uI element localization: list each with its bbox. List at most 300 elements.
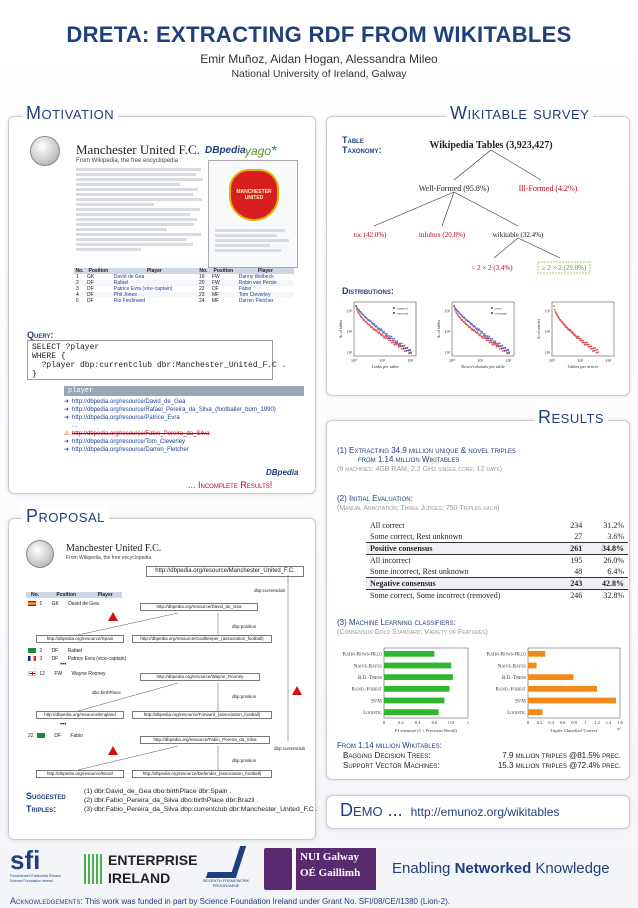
result-row[interactable] (64, 430, 304, 438)
warning-icon-2 (292, 686, 302, 695)
eval-count: 234 (570, 521, 583, 530)
eval-row (366, 555, 628, 567)
result-row[interactable] (64, 414, 304, 422)
y-tick-label: 10⁴ (544, 329, 550, 335)
bar-x-tick: 0.4 (548, 720, 554, 725)
plot-frame (552, 302, 614, 356)
eval-percent: 6.4% (607, 567, 624, 576)
arrow-right-icon: ➜ (64, 439, 70, 445)
dist-point (484, 333, 486, 335)
squad-cell: 22 (198, 286, 205, 292)
dist-point (487, 335, 489, 337)
from-line: From 1.14 million Wikitables: (337, 741, 442, 750)
dist-point (486, 337, 488, 339)
eval-row (366, 566, 628, 578)
dist-point (490, 338, 492, 340)
dist-point (456, 312, 458, 314)
dist-point (396, 340, 398, 342)
dist-point (499, 343, 501, 345)
squad-cell[interactable]: Phil Jones (113, 292, 137, 298)
bar-x-tick: 1.4 (605, 720, 612, 725)
bar-category-label: Rand.-Forest (351, 687, 382, 693)
legend-label: columns (495, 311, 507, 316)
eval-percent: 3.6% (607, 532, 624, 541)
survey-title: Wikitable survey (446, 103, 593, 124)
tagline-post: Knowledge (531, 860, 610, 877)
prow-3-player: Patrice Evra (vice-captain) (67, 656, 127, 662)
bar (384, 674, 453, 680)
fp7-line-1: SEVENTH FRAMEWORK (202, 878, 250, 883)
eval-percent: 31.2% (603, 521, 624, 530)
dist-point (476, 328, 478, 330)
dist-point (503, 347, 505, 349)
dbpedia-text: DBpedia (205, 145, 246, 156)
rel-position-1: dbp:position (232, 624, 257, 629)
dist-point (490, 340, 492, 342)
squad-cell[interactable]: Tom Cleverley (238, 292, 271, 298)
bar-category-label: B.D.-Trees (502, 675, 526, 681)
dist-point (572, 331, 574, 333)
bar-plot-frame (528, 648, 620, 718)
sfi-text: sfi (10, 845, 41, 875)
squad-cell: 24 (198, 298, 205, 304)
legend-label: rows (495, 306, 502, 311)
query-line-4: } (32, 370, 37, 379)
result-uri[interactable]: http://dbpedia.org/resource/Tom_Cleverley (72, 439, 186, 445)
bar-category-label: Naive-Bayes (353, 664, 382, 670)
dist-point (453, 305, 455, 307)
eval-count: 48 (574, 567, 583, 576)
th-no-2: No. (199, 268, 208, 274)
bar-x-tick: 0 (382, 720, 386, 725)
bar-category-label: SVM (371, 699, 382, 705)
eval-label: All incorrect (370, 556, 411, 565)
taxonomy-tree (326, 134, 630, 274)
tax-well-formed: Well-Formed (95.8%) (418, 184, 490, 193)
flag-brazil-icon-2 (37, 733, 45, 738)
dist-point (476, 331, 478, 333)
result-uri[interactable]: ... (72, 423, 78, 429)
dist-point (379, 333, 381, 335)
x-tick-label: 10⁰ (350, 358, 358, 363)
result-1 (337, 446, 627, 473)
bar-category-label: Naive-Bayes (497, 664, 526, 670)
tax-infobox: infobox (20.8%) (418, 231, 466, 239)
x-tick-label: 10² (605, 358, 612, 363)
nuig-logo (296, 848, 376, 890)
taxonomy-label: Table Taxonomy: (342, 135, 382, 155)
evaluation-table (366, 520, 628, 601)
dist-point (386, 333, 388, 335)
dist-point (378, 331, 380, 333)
proposal-title: Proposal (22, 506, 109, 527)
th-player-2: Player (257, 268, 273, 274)
dist-point (384, 333, 386, 335)
dist-point (388, 337, 390, 339)
ei-mark-icon (84, 854, 104, 884)
prow-4-no: 12 (39, 671, 45, 677)
squad-cell[interactable]: Rafael (113, 280, 129, 286)
dist-plot-2 (436, 302, 514, 369)
pth-player: Player (97, 592, 113, 598)
ack-text: This work was funded in part by Science Foundation Ireland under Grant No. SFI/08/CE/I1380 (Lion-2). (84, 897, 451, 906)
squad-cell[interactable]: Patrice Evra (vice-captain) (113, 286, 173, 292)
prow-2-no: 2 (39, 648, 43, 654)
proposal-table (26, 592, 122, 598)
r3-sub: (Consensus Gold Standard; Variety of Features) (337, 629, 488, 636)
dist-point (504, 347, 506, 349)
squad-cell: DF (211, 286, 219, 292)
squad-cell[interactable]: David de Gea (113, 274, 145, 280)
triples-chart (476, 644, 628, 742)
eval-label: Some incorrect, Rest unknown (370, 567, 469, 576)
dist-plot-1 (338, 302, 416, 369)
bar (528, 663, 537, 669)
dist-point (498, 345, 500, 347)
nuig-crest-icon (264, 848, 292, 890)
squad-cell[interactable]: Danny Welbeck (238, 274, 274, 280)
dist-point (372, 327, 374, 329)
x-axis-label: Rows/columns per table (461, 364, 505, 369)
y-tick-label: 10² (544, 350, 550, 355)
eval-label: Positive consensus (370, 544, 433, 553)
y-axis-label: № of articles (536, 318, 541, 340)
dist-point (479, 334, 481, 336)
taxonomy-edges (374, 150, 560, 258)
dist-point (404, 345, 406, 347)
bar (528, 651, 545, 657)
dist-point (391, 342, 393, 344)
f1-chart (334, 644, 476, 742)
dist-point (491, 344, 493, 346)
dist-point (477, 333, 479, 335)
bar-x-tick: 1.2 (594, 720, 600, 725)
eval-count: 246 (570, 591, 583, 600)
arrow-right-icon: ➜ (64, 399, 70, 405)
wiki-article-text (76, 166, 206, 266)
bar-x-tick: 1 (584, 720, 587, 725)
sfi-logo (10, 846, 72, 892)
dist-point (391, 336, 393, 338)
dist-point (359, 314, 361, 316)
footer-logos (0, 846, 638, 896)
dist-point (457, 314, 459, 316)
eval-count: 261 (570, 544, 583, 553)
squad-cell: DF (86, 286, 94, 292)
sfi-subtext: Fondúireacht Eolaíochta Éireann Science Foundation Ireland (10, 874, 61, 883)
r2-title: (2) Initial Evaluation: (337, 494, 413, 503)
result-uri[interactable]: http://dbpedia.org/resource/Darren_Fletcher (72, 447, 189, 453)
x-axis-label: Tables per article (567, 364, 599, 369)
fp7-mark-icon (206, 846, 246, 878)
rel-currentclub: dbp:currentclub (254, 588, 286, 593)
dist-point (373, 323, 375, 325)
tax-toc: toc (42.0%) (353, 231, 387, 239)
wiki-infobox (208, 160, 298, 268)
eval-row (366, 531, 628, 543)
arrow-right-icon: ➜ (64, 407, 70, 413)
dist-point (381, 330, 383, 332)
dbpedia-small-logo (266, 468, 298, 477)
x-tick-label: 10¹ (577, 358, 584, 363)
dist-point (496, 345, 498, 347)
prow-4-pos: FW (54, 671, 63, 677)
dist-point (376, 329, 378, 331)
dist-point (395, 344, 397, 346)
prow-3-no: 3 (39, 656, 43, 662)
squad-cell[interactable]: Darren Fletcher (238, 298, 274, 304)
result-row[interactable] (64, 422, 304, 430)
result-row[interactable] (64, 398, 304, 406)
poster-title: DRETA: EXTRACTING RDF FROM WIKITABLES (66, 22, 572, 47)
legend-label: internal (397, 306, 408, 311)
y-tick-label: 10² (346, 350, 352, 355)
nuig-line-1: NUI Galway (300, 851, 359, 863)
dist-point (472, 328, 474, 330)
prow-3 (28, 656, 126, 662)
uri-rooney: http://dbpedia.org/resource/Wayne_Rooney (140, 673, 260, 681)
dbpedia-small-text: DBpedia (266, 468, 299, 477)
triple-1: (1) dbr:David_de_Gea dbo:birthPlace dbr:Spain . (84, 788, 232, 795)
bar (384, 698, 445, 704)
bdt-value: 7.9 million triples @81.5% prec. (502, 751, 621, 760)
prow-dots-1: ••• (60, 662, 67, 668)
eval-count: 27 (574, 532, 583, 541)
crest-text: MANCHESTER UNITED (236, 189, 272, 201)
bar-x-tick: 0.6 (431, 720, 438, 725)
result-row[interactable] (64, 406, 304, 414)
bar (384, 709, 439, 715)
squad-cell: MF (211, 298, 220, 304)
result-uri[interactable]: http://dbpedia.org/resource/David_de_Gea (72, 399, 186, 405)
dist-point (388, 340, 390, 342)
header (0, 22, 638, 80)
dist-point (504, 350, 506, 352)
result-2 (337, 494, 627, 512)
tax-root: Wikipedia Tables (3,923,427) (429, 140, 553, 151)
bar-x-axis-label: Triples Classified 'Correct' (550, 728, 598, 733)
dist-point (474, 325, 476, 327)
bar-category-label: Ratio-Rows-Held (342, 652, 382, 658)
acknowledgements (10, 896, 630, 906)
dist-point (387, 335, 389, 337)
bar-category-label: B.D.-Trees (358, 675, 382, 681)
motivation-title: Motivation (22, 103, 118, 124)
tax-ill-formed: Ill-Formed (4.2%) (518, 184, 578, 193)
eval-percent: 32.8% (603, 591, 624, 600)
tax-large: ≥ 2 × 2 (29.0%) (541, 264, 587, 272)
eval-count: 243 (570, 579, 583, 588)
squad-cell[interactable]: Robin van Persie (238, 280, 277, 286)
bar-x-tick: 1.6 (617, 720, 623, 725)
eval-label: Some correct, Some incorrect (removed) (370, 591, 501, 600)
dist-point (390, 340, 392, 342)
bar-category-label: Logistic (507, 710, 526, 716)
dist-point (405, 347, 407, 349)
warning-icon-3 (108, 746, 118, 755)
rel-birthplace: dbo:birthPlace (92, 690, 121, 695)
y-tick-label: 10⁴ (346, 329, 352, 335)
distribution-plots (330, 298, 630, 384)
dist-point (377, 327, 379, 329)
dist-point (392, 338, 394, 340)
dist-point (500, 345, 502, 347)
y-tick-label: 10² (444, 350, 450, 355)
prow-1-pos: GK (51, 601, 59, 607)
triple-2: (2) dbr:Fabio_Pereira_da_Silva dbo:birthPlace dbr:Brazil . (84, 797, 259, 804)
uri-fabio: http://dbpedia.org/resource/Fabio_Pereira_da_Silva (140, 736, 270, 744)
dist-point (508, 352, 510, 354)
bar-x-exponent: ·10⁷ (615, 727, 621, 731)
th-no: No. (75, 268, 84, 274)
dist-point (399, 343, 401, 345)
x-tick-label: 10² (407, 358, 414, 363)
results-header: player (64, 386, 304, 396)
dist-point (497, 343, 499, 345)
dist-point (489, 336, 491, 338)
yago-text: yago (245, 144, 272, 158)
bdt-row (337, 751, 627, 761)
dist-point (596, 349, 598, 351)
dist-point (382, 335, 384, 337)
prow-5 (28, 733, 83, 739)
dist-point (407, 350, 409, 352)
legend-marker (491, 307, 493, 309)
dist-point (597, 351, 599, 353)
dist-point (392, 342, 394, 344)
squad-cell: FW (211, 274, 220, 280)
dist-point (502, 345, 504, 347)
dist-point (491, 338, 493, 340)
bar-x-tick: 1 (466, 720, 470, 725)
eval-row (366, 578, 628, 590)
result-uri[interactable]: http://dbpedia.org/resource/Patrice_Evra (72, 415, 180, 421)
result-row[interactable] (64, 438, 304, 446)
dist-point (404, 350, 406, 352)
wikipedia-logo-icon (30, 136, 60, 166)
results-title: Results (534, 407, 608, 428)
bar-x-axis-label: F1-measure (1 + Precision·Recall) (394, 728, 458, 733)
prow-4-player: Wayne Rooney (71, 671, 106, 677)
dist-point (374, 324, 376, 326)
fp7-logo (196, 846, 256, 894)
ml-summary (337, 741, 627, 771)
squad-cell[interactable]: Fábio (238, 286, 252, 292)
prow-5-pos: DF (54, 733, 62, 739)
dist-point (470, 327, 472, 329)
dist-point (489, 342, 491, 344)
prow-5-player: Fabio (70, 733, 83, 739)
y-tick-label: 10⁴ (444, 329, 450, 335)
bar-x-tick: 0.4 (414, 720, 421, 725)
arrow-right-icon: ➜ (64, 447, 70, 453)
dist-point (394, 340, 396, 342)
dist-point (378, 328, 380, 330)
demo-url[interactable]: http://emunoz.org/wikitables (410, 805, 560, 819)
wiki-article-title: Manchester United F.C. (76, 142, 200, 157)
bar-category-label: Rand.-Forest (495, 687, 526, 693)
dist-point (398, 345, 400, 347)
dbpedia-logo (205, 145, 246, 156)
result-uri[interactable]: http://dbpedia.org/resource/Rafael_Pereira_da_Silva_(footballer_born_1990) (72, 407, 276, 413)
uri-df: http://dbpedia.org/resource/Defender_(association_football) (132, 770, 272, 778)
wiki-article-subtitle: From Wikipedia, the free encyclopedia (76, 158, 179, 164)
prow-dots-2: ••• (60, 722, 67, 728)
dist-point (488, 337, 490, 339)
x-tick-label: 10¹ (379, 358, 386, 363)
sparql-query (27, 340, 287, 380)
eval-row (366, 590, 628, 602)
prow-2-player: Rafael (67, 648, 83, 654)
query-results (64, 386, 304, 476)
dist-point (494, 340, 496, 342)
eval-percent: 34.8% (602, 544, 624, 553)
manchester-united-crest (229, 169, 279, 221)
tax-wikitable: wikitable (32.4%) (492, 231, 544, 239)
dist-point (472, 324, 474, 326)
query-line-2: WHERE { (32, 352, 66, 361)
dist-point (493, 344, 495, 346)
th-position-2: Position (213, 268, 234, 274)
x-tick-label: 10¹ (477, 358, 484, 363)
prow-3-pos: DF (51, 656, 59, 662)
squad-cell[interactable]: Rio Ferdinand (113, 298, 146, 304)
bdt-label: Bagging Decision Trees: (343, 751, 431, 760)
dist-point (480, 335, 482, 337)
fp7-line-2: PROGRAMME (212, 883, 240, 888)
prow-4 (28, 671, 106, 677)
legend-marker (491, 312, 493, 314)
dist-point (590, 348, 592, 350)
dist-plot-3 (536, 302, 614, 369)
dist-point (586, 342, 588, 344)
squad-cell: 20 (198, 280, 205, 286)
eval-row (366, 520, 628, 531)
bar-x-tick: 0.2 (397, 720, 404, 725)
dist-point (401, 343, 403, 345)
dist-point (377, 331, 379, 333)
eval-label: All correct (370, 521, 405, 530)
squad-cell: 19 (198, 274, 205, 280)
dist-point (505, 350, 507, 352)
uri-spain: http://dbpedia.org/resource/Spain (36, 635, 124, 643)
squad-table-row (74, 298, 294, 304)
dist-point (580, 338, 582, 340)
dist-point (486, 340, 488, 342)
result-uri[interactable]: http://dbpedia.org/resource/Fabio_Pereira_da_Silva (72, 431, 210, 437)
legend-marker (393, 307, 395, 309)
dist-point (574, 334, 576, 336)
query-line-3: ?player dbp:currentclub dbr:Manchester_United_F.C . (32, 361, 287, 370)
dist-point (582, 340, 584, 342)
squad-cell: DF (86, 292, 94, 298)
dist-point (554, 309, 556, 311)
incomplete-results: ... Incomplete Results! (188, 480, 273, 490)
affiliation: National University of Ireland, Galway (231, 68, 407, 80)
dist-point (395, 342, 397, 344)
dist-point (409, 350, 411, 352)
prow-2 (28, 648, 82, 654)
prow-1-player: David de Gea (68, 601, 99, 607)
result-row[interactable] (64, 446, 304, 454)
authors: Emir Muñoz, Aidan Hogan, Alessandra Mileo (200, 52, 438, 66)
dist-point (397, 343, 399, 345)
pth-position: Position (56, 592, 77, 598)
squad-cell: 2 (76, 280, 79, 286)
uri-england: http://dbpedia.org/resource/England (36, 711, 124, 719)
rel-position-3: dbp:position (232, 758, 257, 763)
dist-point (376, 325, 378, 327)
